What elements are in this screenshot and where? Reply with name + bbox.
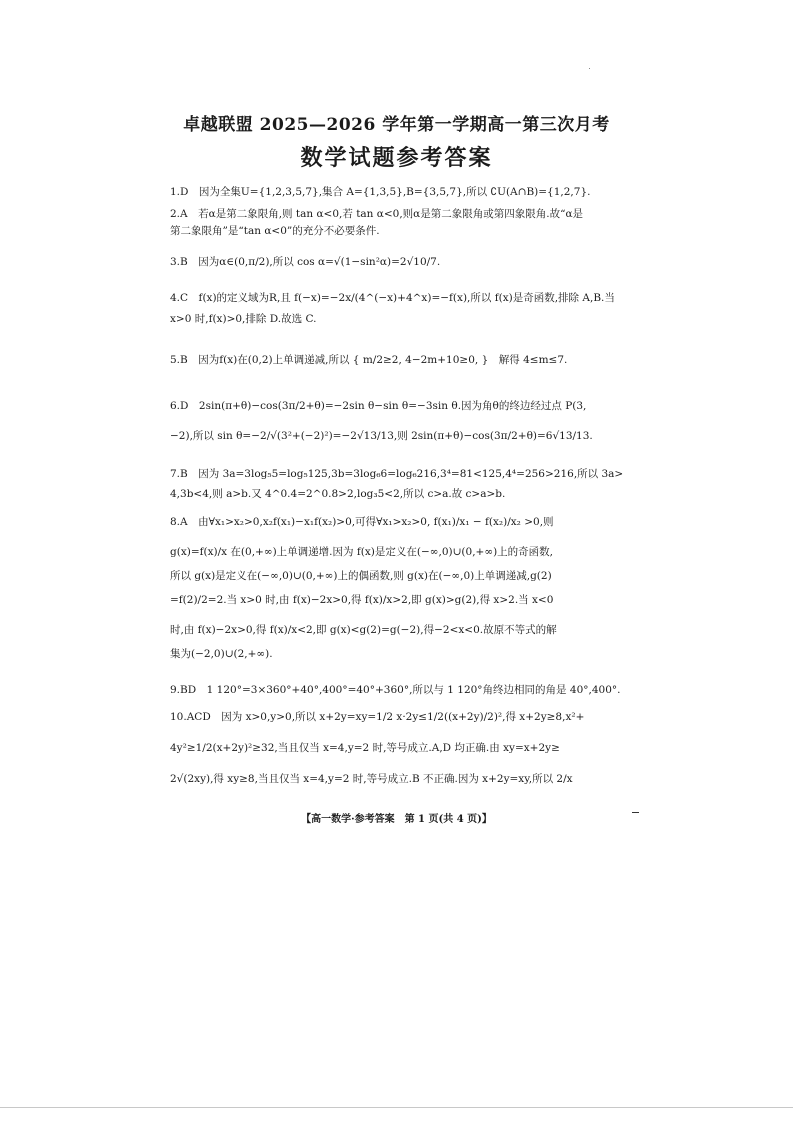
footer-dash [632, 812, 639, 813]
answer-line: 8.A 由∀x₁>x₂>0,x₂f(x₁)−x₁f(x₂)>0,可得∀x₁>x₂>0, f(x₁)/x₁ − f(x₂)/x₂ >0,则 [170, 516, 554, 528]
answer-line: 第二象限角”是“tan α<0”的充分不必要条件. [170, 225, 380, 237]
answer-item-9 [170, 684, 650, 697]
answer-item-10 [170, 711, 650, 786]
answer-item-4 [170, 292, 650, 326]
answer-item-6 [170, 400, 650, 443]
answer-line: 6.D 2sin(π+θ)−cos(3π/2+θ)=−2sin θ−sin θ=−3sin θ.因为角θ的终边经过点 P(3, [170, 400, 587, 412]
scan-speck [589, 68, 590, 69]
answer-item-8 [170, 516, 650, 661]
answer-line: 1.D 因为全集U={1,2,3,5,7},集合 A={1,3,5},B={3,5,7},所以 ∁U(A∩B)={1,2,7}. [170, 186, 591, 198]
answer-line: x>0 时,f(x)>0,排除 D.故选 C. [170, 313, 317, 325]
answer-line: 5.B 因为f(x)在(0,2)上单调递减,所以 { m/2≥2, 4−2m+10≥0, } 解得 4≤m≤7. [170, 354, 568, 366]
answer-line: 4,3b<4,则 a>b.又 4^0.4=2^0.8>2,log₃5<2,所以 c>a.故 c>a>b. [170, 488, 506, 500]
answer-item-2 [170, 208, 650, 238]
answer-item-1 [170, 186, 650, 199]
exam-title: 卓越联盟 2025—2026 学年第一学期高一第三次月考 [183, 115, 610, 135]
answer-item-3 [170, 256, 650, 269]
answer-line: 所以 g(x)是定义在(−∞,0)∪(0,+∞)上的偶函数,则 g(x)在(−∞,0)上单调递减,g(2) [170, 570, 552, 582]
answer-line: 4y²≥1/2(x+2y)²≥32,当且仅当 x=4,y=2 时,等号成立.A,D 均正确.由 xy=x+2y≥ [170, 742, 560, 754]
answer-line: 2.A 若α是第二象限角,则 tan α<0,若 tan α<0,则α是第二象限角或第四象限角.故“α是 [170, 208, 584, 220]
answer-line: 2√(2xy),得 xy≥8,当且仅当 x=4,y=2 时,等号成立.B 不正确.因为 x+2y=xy,所以 2/x [170, 773, 573, 785]
answer-line: 10.ACD 因为 x>0,y>0,所以 x+2y=xy=1/2 x·2y≤1/2((x+2y)/2)²,得 x+2y≥8,x²+ [170, 711, 585, 723]
answer-line: =f(2)/2=2.当 x>0 时,由 f(x)−2x>0,得 f(x)/x>2,即 g(x)>g(2),得 x>2.当 x<0 [170, 594, 554, 606]
answer-line: 集为(−2,0)∪(2,+∞). [170, 648, 273, 660]
page-footer: 【高一数学·参考答案 第 1 页(共 4 页)】 [301, 814, 492, 825]
answer-line: 7.B 因为 3a=3log₅5=log₅125,3b=3log₆6=log₆216,3⁴=81<125,4⁴=256>216,所以 3a> [170, 468, 624, 480]
answer-line: g(x)=f(x)/x 在(0,+∞)上单调递增.因为 f(x)是定义在(−∞,0)∪(0,+∞)上的奇函数, [170, 546, 554, 558]
answer-line: 3.B 因为α∈(0,π/2),所以 cos α=√(1−sin²α)=2√10/7. [170, 256, 441, 268]
answer-line: 时,由 f(x)−2x>0,得 f(x)/x<2,即 g(x)<g(2)=g(−2),得−2<x<0.故原不等式的解 [170, 624, 557, 636]
answer-line: 9.BD 1 120°=3×360°+40°,400°=40°+360°,所以与 1 120°角终边相同的角是 40°,400°. [170, 684, 621, 696]
answer-line: 4.C f(x)的定义域为R,且 f(−x)=−2x/(4^(−x)+4^x)=−f(x),所以 f(x)是奇函数,排除 A,B.当 [170, 292, 615, 304]
document-title: 数学试题参考答案 [300, 145, 493, 171]
answer-item-5 [170, 354, 650, 367]
page-edge-line [0, 1107, 793, 1108]
answer-item-7 [170, 468, 650, 501]
answer-line: −2),所以 sin θ=−2/√(3²+(−2)²)=−2√13/13,则 2sin(π+θ)−cos(3π/2+θ)=6√13/13. [170, 430, 593, 442]
